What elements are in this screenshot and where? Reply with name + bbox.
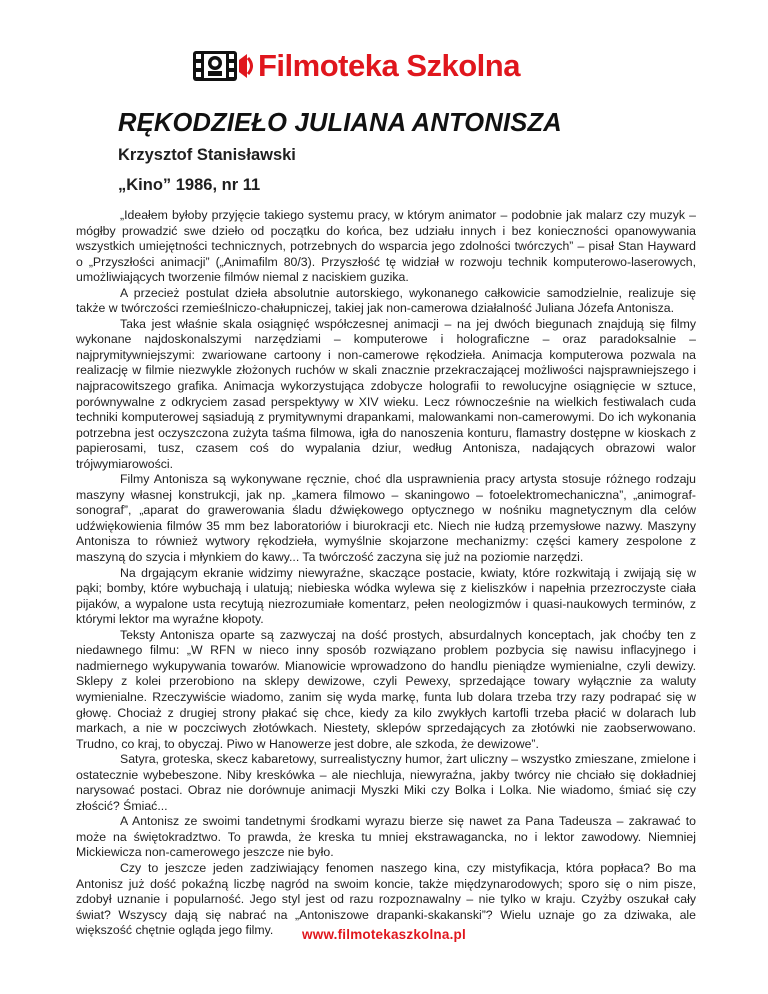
film-camera-hand-icon [192,48,256,84]
paragraph: A przecież postulat dzieła absolutnie autorskiego, wykonanego całkowicie samodzielnie, realizuje się także w twórczości rzemieślniczo-chałupniczej, takiej jak non-camerowa działalność Juliana Józefa Antonisza. [76,285,696,316]
paragraph: Taka jest właśnie skala osiągnięć współczesnej animacji – na jej dwóch biegunach znajdują się filmy wykonane najdoskonalszymi narzędziami – komputerowe i holograficzne – oraz paradoksalnie – najprymitywniejszymi: zwariowane cartoony i non-camerowe rękodzieła. Animacja komputerowa pozwala na realizację w filmie niezwykle złożonych ruchów w skali znacznie przekraczającej możliwości najsprawniejszego i najpracowitszego grafika. Animacja wykorzystująca zdobycze holografii to rewolucyjne osiągnięcie w sztuce, porównywalne z odkryciem zasad perspektywy w XIV wieku. Lecz równocześnie na wielkich festiwalach cuda techniki komputerowej sąsiadują z prymitywnymi drapankami, malowankami non-camerowymi. Do ich wykonania potrzebna jest oczyszczona zużyta taśma filmowa, igła do nanoszenia konturu, flamastry dostępne w kioskach z papierosami, tusz, czasem coś do wypalania dziur, według Antonisza, nadających obrazowi walor trójwymiarowości. [76,316,696,471]
paragraph: Czy to jeszcze jeden zadziwiający fenomen naszego kina, czy mistyfikacja, która popłaca? Bo ma Antonisz już dość pokaźną liczbę nagród na swoim koncie, także międzynarodowych; sporo się o nim pisze, zdobył uznanie i popularność. Jego styl jest od razu rozpoznawalny – nie tylko w kraju. Czyżby oszukał cały świat? Wszyscy dają się nabrać na „Antoniszowe drapanki-skakanski”? Wielu uznaje go za dziwaka, ale większość chętnie ogląda jego filmy. [76,860,696,938]
article-author: Krzysztof Stanisławski [118,146,296,164]
paragraph: Teksty Antonisza oparte są zazwyczaj na dość prostych, absurdalnych konceptach, jak choćby ten z niedawnego filmu: „W RFN w nieco inny sposób rozwiązano problem pozbycia się nawisu inflacyjnego i nadmiernego wykupywania towarów. Mianowicie wprowadzono do handlu pieniądze wymienialne, czyli dewizy. Sklepy z kolei przerobiono na sklepy dewizowe, czyli Pewexy, sprzedające towary wyłącznie za waluty wymienialne. Rzeczywiście wiadomo, zanim się wyda markę, funta lub dolara trzeba trzy razy podrapać się w głowę. Chociaż z drugiej strony płakać się chce, kiedy za kilo zwykłych kartofli trzeba płacić w dolarach lub markach, a nie w poczciwych złotówkach. Niestety, sklepów sprzedających za złotówki nie zaobserwowano. Trudno, co kraj, to obyczaj. Piwo w Hanowerze jest dobre, ale szkoda, że dewizowe”. [76,627,696,751]
article-source: „Kino” 1986, nr 11 [118,176,261,194]
brand-name: Filmoteka Szkolna [258,48,520,83]
footer-website-link[interactable]: www.filmotekaszkolna.pl [302,927,466,942]
article-body [76,208,696,939]
brand-logo[interactable] [192,48,520,84]
article-title: RĘKODZIEŁO JULIANA ANTONISZA [118,109,562,137]
paragraph: A Antonisz ze swoimi tandetnymi środkami wyrazu bierze się nawet za Pana Tadeusza – zakrawać to może na świętokradztwo. To prawda, że kreska tu mniej ekstrawagancka, no i lektor zawodowy. Niemniej Mickiewicza non-camerowego jeszcze nie było. [76,814,696,860]
header [0,44,768,88]
paragraph: „Ideałem byłoby przyjęcie takiego systemu pracy, w którym animator – podobnie jak malarz czy muzyk – mógłby prowadzić swe dzieło od początku do końca, bez udziału innych i bez konieczności opanowywania wszystkich umiejętności technicznych, potrzebnych do wsparcia jego zdolności twórczych” – pisał Stan Hayward o „Przyszłości animacji” („Animafilm 80/3). Przyszłość tę widział w rozwoju technik komputerowo-laserowych, umożliwiających tworzenie filmów niemal z naciskiem guzika. [76,208,696,285]
paragraph: Satyra, groteska, skecz kabaretowy, surrealistyczny humor, żart uliczny – wszystko zmieszane, zmielone i ostatecznie wybebeszone. Niby kreskówka – ale niechluja, niewyraźna, jakby twórcy nie chciało się dokładniej narysować postaci. Obraz nie dorównuje animacji Myszki Miki czy Bolka i Lolka. Nie wiadomo, śmiać się czy złościć? Śmiać... [76,752,696,813]
paragraph: Na drgającym ekranie widzimy niewyraźne, skaczące postacie, kwiaty, które rozkwitają i zwijają się w pąki; bomby, które wybuchają i ulatują; niebieska wódka wylewa się z kieliszków i napełnia przezroczyste ciała pijaków, a wypalone usta recytują niezrozumiałe komentarz, pełen neologizmów i quasi-naukowych terminów, z którymi lektor ma wyraźne kłopoty. [76,565,696,627]
paragraph: Filmy Antonisza są wykonywane ręcznie, choć dla usprawnienia pracy artysta stosuje różnego rodzaju maszyny własnej konstrukcji, jak np. „kamera filmowo – skaningowo – fotoelektromechaniczna”, „animograf-sonograf”, „aparat do grawerowania śladu dźwiękowego optycznego w nośniku magnetycznym dla celów udźwiękowienia filmów 35 mm bez laboratoriów i biurokracji etc. Niech nie łudzą przemysłowe nazwy. Maszyny Antonisza to również wytwory rękodzieła, wymyślnie skojarzone mechanizmy: części kamery zespolone z maszyną do szycia i młynkiem do kawy... Ta twórczość zaczyna się już na poziomie narzędzi. [76,472,696,565]
